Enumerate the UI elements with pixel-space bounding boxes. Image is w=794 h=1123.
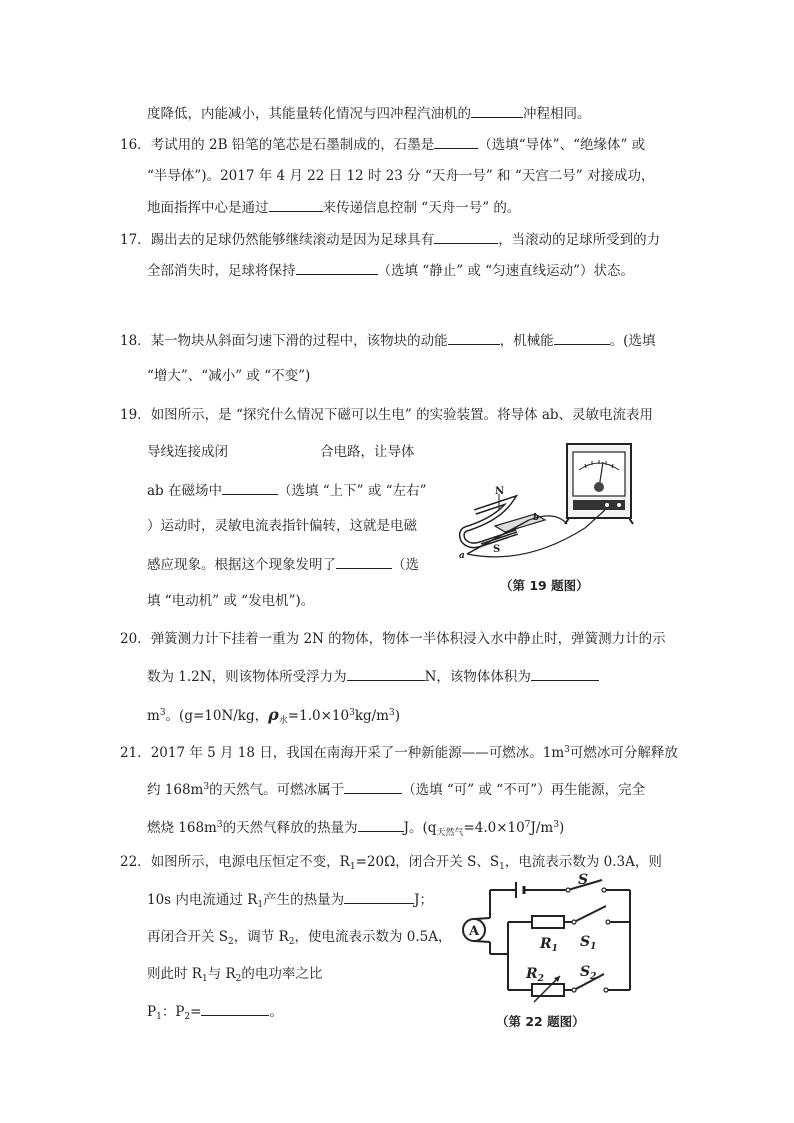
q17-number: 17． [120, 232, 151, 248]
q20-line1: 20．弹簧测力计下挂着一重为 2N 的物体，物体一半体积浸入水中静止时，弹簧测力计的示 [120, 631, 666, 647]
q18-blank-2[interactable] [554, 330, 610, 345]
q21-line3: 燃烧 $168m^3$的天然气释放的热量为 J。$(q_{天然气}=4.0\times 10^7J/m^3)$ [147, 815, 564, 843]
fig22-label-s: S [578, 872, 589, 888]
q20-blank-2[interactable] [531, 666, 599, 681]
q16-line1: 16．考试用的 2B 铅笔的笔芯是石墨制成的，石墨是 （选填“导体”、“绝缘体” 或 [120, 134, 645, 155]
q22-line2: 10s 内电流通过 $R_1$产生的热量为 J； [147, 889, 433, 915]
q16-line3: 地面指挥中心是通过 来传递信息控制 “天舟一号” 的。 [147, 197, 520, 218]
q16-blank-1[interactable] [434, 134, 478, 149]
q18-number: 18． [120, 333, 151, 349]
q17-line1: 17．踢出去的足球仍然能够继续滚动是因为足球具有 ，当滚动的足球所受到的力 [120, 229, 660, 250]
q17-blank-1[interactable] [434, 229, 498, 244]
q16-line2: “半导体”)。2017 年 4 月 22 日 12 时 23 分 “天舟一号” 和 “天宫二号” 对接成功， [147, 168, 655, 184]
q22-circuit-figure [452, 872, 642, 1012]
q22-number: 22． [120, 854, 151, 870]
q19-line6: 填 “电动机” 或 “发电机”)。 [147, 593, 315, 609]
ammeter-icon [463, 918, 490, 942]
q22-blank-1[interactable] [344, 889, 414, 904]
fig19-label-a: a [459, 551, 465, 561]
q22-line5: $P_1$：$P_2=$ 。 [147, 1001, 283, 1027]
q20-line2: 数为 1.2N，则该物体所受浮力为 N，该物体体积为 [147, 666, 599, 687]
fig22-label-r2: $R_2$ [526, 966, 544, 984]
q15-line1: 度降低，内能减小，其能量转化情况与四冲程汽油机的 冲程相同。 [147, 103, 591, 124]
q17-blank-2[interactable] [296, 260, 378, 275]
q22-blank-2[interactable] [201, 1001, 269, 1016]
q18-blank-1[interactable] [448, 330, 500, 345]
q22-line3: 再闭合开关 $S_2$，调节 $R_2$，使电流表示数为 0.5A， [147, 929, 452, 947]
q22-line4: 则此时 $R_1$与 $R_2$的电功率之比 [147, 966, 323, 984]
q20-blank-1[interactable] [347, 666, 425, 681]
q20-number: 20． [120, 631, 151, 647]
q19-blank-1[interactable] [222, 480, 278, 495]
q21-number: 21． [120, 745, 151, 761]
q19-caption: （第 19 题图） [500, 578, 589, 593]
q19-line5: 感应现象。根据这个现象发明了 （选 [147, 554, 419, 575]
fig19-label-b: b [533, 513, 540, 523]
rheostat-r2 [532, 984, 564, 996]
q20-line3: $m^3$。(g=10N/kg，$\rho_水=1.0\times 10^3kg/m^3$) [147, 705, 400, 726]
q15-blank-1[interactable] [471, 103, 523, 118]
q17-line2: 全部消失时，足球将保持 （选填 “静止” 或 “匀速直线运动”）状态。 [147, 260, 634, 281]
fig19-label-s: S [493, 544, 501, 555]
q19-line3: ab 在磁场中 （选填 “上下” 或 “左右” [147, 480, 426, 501]
q16-blank-2[interactable] [269, 197, 323, 212]
q19-blank-2[interactable] [336, 554, 392, 569]
q16-number: 16． [120, 137, 151, 153]
q19-number: 19． [120, 407, 151, 423]
resistor-r1 [532, 916, 564, 928]
galvanometer-icon [565, 444, 633, 524]
battery-icon [516, 882, 524, 898]
q21-line1: 21．2017 年 5 月 18 日，我国在南海开采了一种新能源——可燃冰。$1m^3$可燃冰可分解释放 [120, 745, 678, 761]
q22-line1: 22．如图所示，电源电压恒定不变，$R_1=20\Omega$，闭合开关 S、$S_1$，电流表示数为 0.3A，则 [120, 854, 662, 872]
q22-caption: （第 22 题图） [496, 1014, 585, 1029]
fig22-label-a: A [469, 924, 480, 939]
q21-line2: 约 $168m^3$的天然气。可燃冰属于 （选填 “可” 或 “不可”）再生能源，完全 [147, 777, 645, 800]
q21-blank-1[interactable] [344, 779, 402, 794]
fig22-label-s1: $S_1$ [580, 934, 597, 952]
q19-line2: 导线连接成闭 合电路，让导体 [147, 444, 415, 460]
q18-line2: “增大”、“减小” 或 “不变”) [147, 368, 311, 384]
q21-blank-2[interactable] [358, 817, 404, 832]
fig22-label-r1: $R_1$ [540, 936, 558, 954]
q19-line4: ）运动时，灵敏电流表指针偏转，这就是电磁 [147, 518, 417, 534]
q19-figure [455, 440, 645, 570]
fig19-label-n: N [495, 486, 505, 497]
q19-line1: 19．如图所示，是 “探究什么情况下磁可以生电” 的实验装置。将导体 ab、灵敏电流表用 [120, 407, 654, 423]
q18-line1: 18．某一物块从斜面匀速下滑的过程中，该物块的动能 ，机械能 。(选填 [120, 330, 655, 351]
fig22-label-s2: $S_2$ [580, 964, 597, 982]
